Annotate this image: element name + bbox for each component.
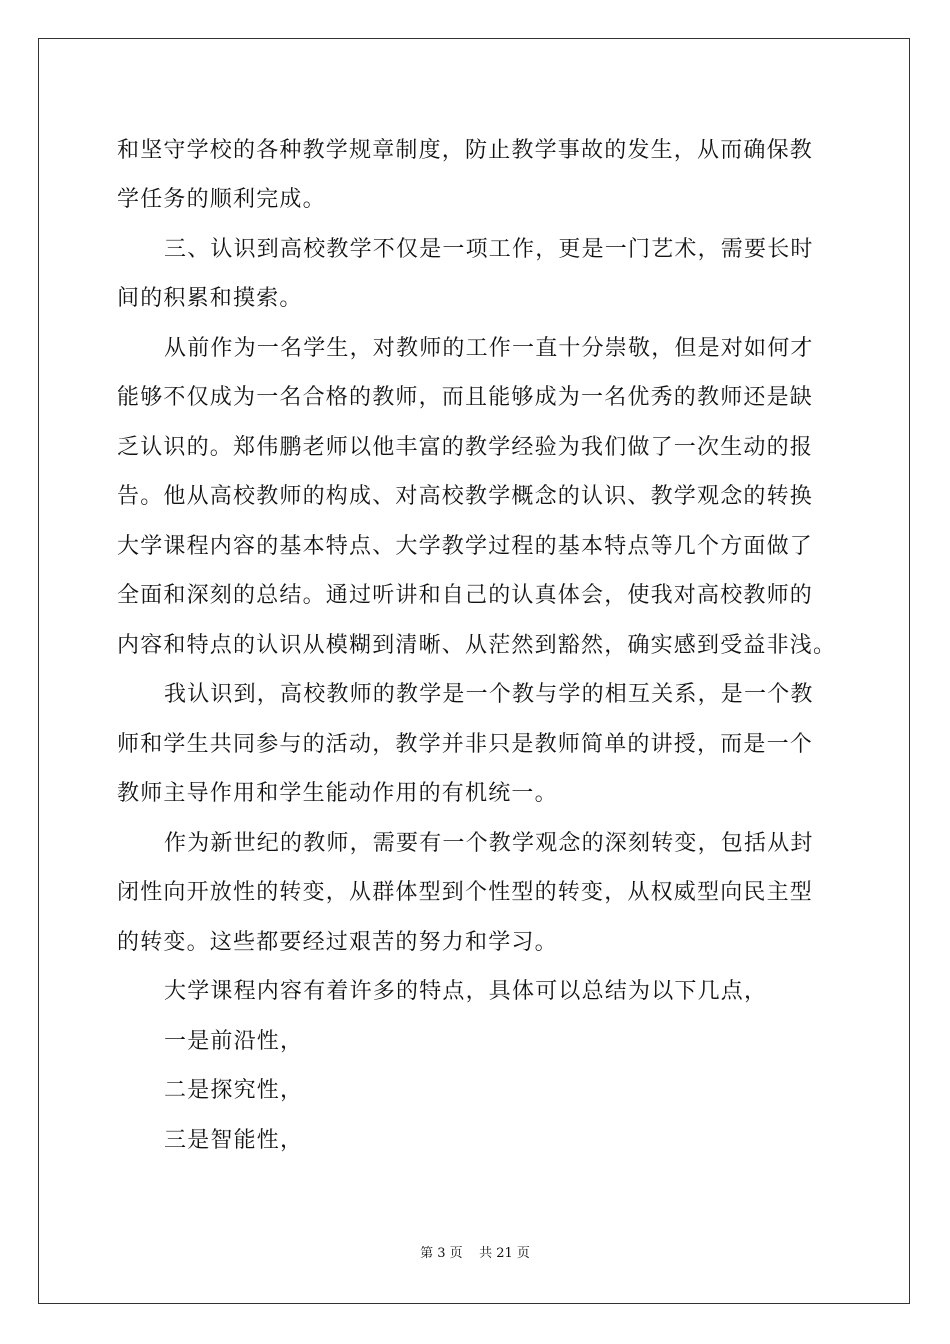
text-line: 大学课程内容的基本特点、大学教学过程的基本特点等几个方面做了 <box>117 534 814 559</box>
paragraph-start: 从前作为一名学生，对教师的工作一直十分崇敬，但是对如何才 <box>164 336 814 361</box>
text-line: 学任务的顺利完成。 <box>117 187 326 212</box>
page-number-footer: 第 3 页 共 21 页 <box>420 1246 530 1261</box>
text-line: 的转变。这些都要经过艰苦的努力和学习。 <box>117 930 558 955</box>
text-line: 全面和深刻的总结。通过听讲和自己的认真体会，使我对高校教师的 <box>117 583 814 608</box>
list-item: 三是智能性， <box>164 1128 304 1153</box>
paragraph-start: 我认识到，高校教师的教学是一个教与学的相互关系，是一个教 <box>164 682 814 707</box>
text-line: 间的积累和摸索。 <box>117 286 303 311</box>
list-item: 一是前沿性， <box>164 1029 304 1054</box>
text-line: 教师主导作用和学生能动作用的有机统一。 <box>117 781 558 806</box>
text-line: 能够不仅成为一名合格的教师，而且能够成为一名优秀的教师还是缺 <box>117 385 814 410</box>
paragraph-start: 大学课程内容有着许多的特点，具体可以总结为以下几点， <box>164 979 768 1004</box>
text-line: 乏认识的。郑伟鹏老师以他丰富的教学经验为我们做了一次生动的报 <box>117 435 814 460</box>
paragraph-start: 作为新世纪的教师，需要有一个教学观念的深刻转变，包括从封 <box>164 831 814 856</box>
list-item: 二是探究性， <box>164 1078 304 1103</box>
text-line: 告。他从高校教师的构成、对高校教学概念的认识、教学观念的转换 <box>117 484 814 509</box>
page-border <box>38 38 910 1304</box>
text-line: 和坚守学校的各种教学规章制度，防止教学事故的发生，从而确保教 <box>117 138 814 163</box>
text-line: 内容和特点的认识从模糊到清晰、从茫然到豁然，确实感到受益非浅。 <box>117 633 837 658</box>
text-line: 师和学生共同参与的活动，教学并非只是教师简单的讲授，而是一个 <box>117 732 814 757</box>
text-line: 闭性向开放性的转变，从群体型到个性型的转变，从权威型向民主型 <box>117 880 814 905</box>
section-heading: 三、认识到高校教学不仅是一项工作，更是一门艺术，需要长时 <box>164 237 814 262</box>
